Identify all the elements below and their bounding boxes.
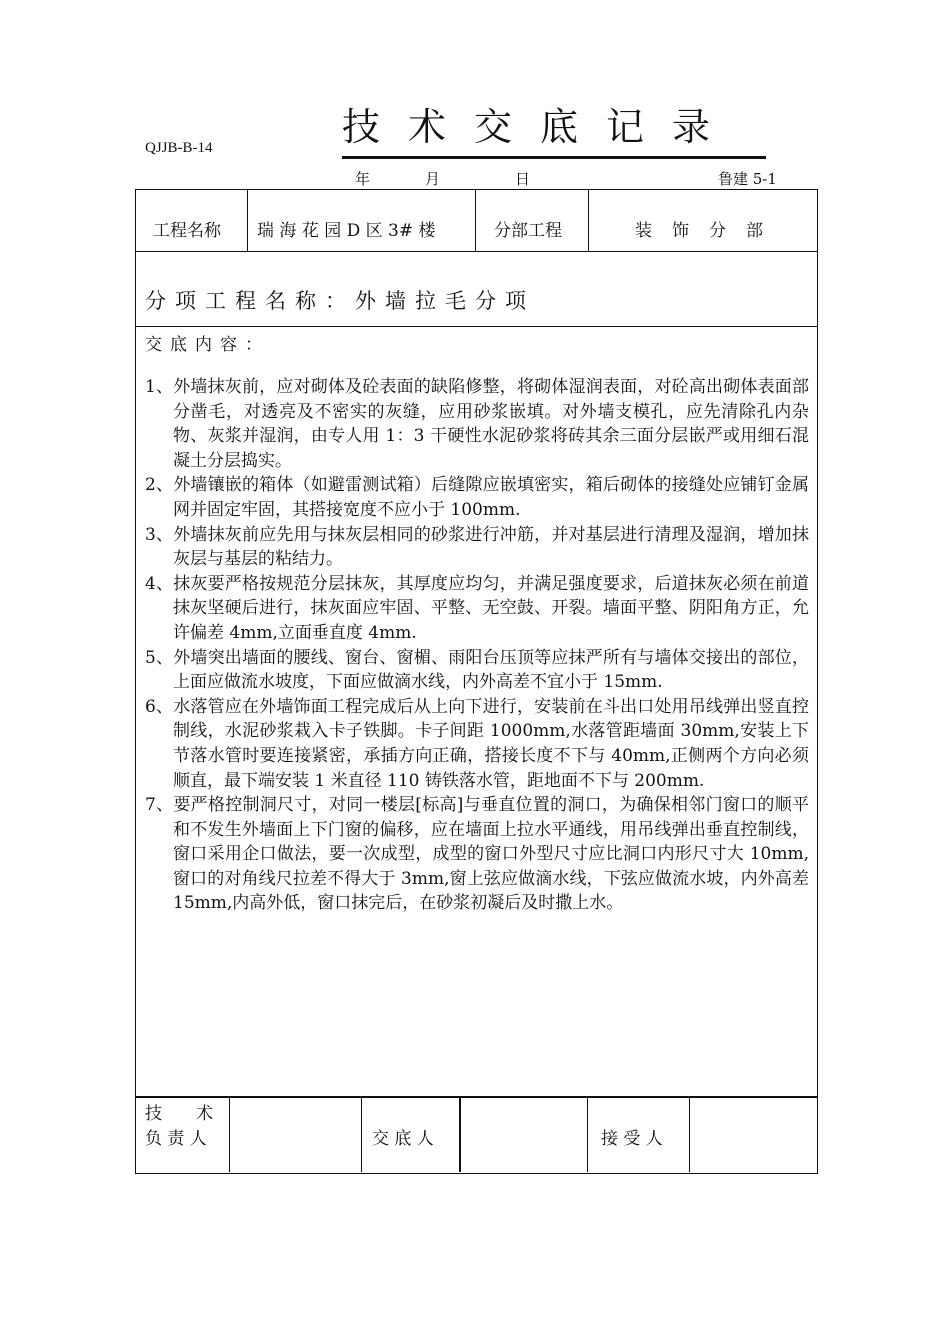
list-item: 3、外墙抹灰前应先用与抹灰层相同的砂浆进行冲筋，并对基层进行清理及湿润，增加抹灰层与基层的粘结力。	[145, 524, 809, 570]
content-label: 交底内容：	[145, 335, 270, 355]
division-label: 分部工程	[494, 221, 562, 241]
date-line	[355, 168, 530, 189]
document-code: 鲁建 5-1	[718, 170, 777, 188]
receiver-label: 接 受 人	[601, 1129, 663, 1149]
date-year-label: 年	[355, 170, 371, 188]
row-divider	[135, 1096, 817, 1098]
column-divider	[475, 189, 476, 251]
column-divider	[588, 189, 589, 251]
list-item: 1、外墙抹灰前，应对砌体及砼表面的缺陷修整，将砌体湿润表面，对砼高出砌体表面部分凿毛，对透亮及不密实的灰缝，应用砂浆嵌填。对外墙支模孔，应先清除孔内杂物、灰浆并湿润，由专人用 1：3 干硬性水泥砂浆将砖其余三面分层嵌严或用细石混凝土分层捣实。	[145, 377, 809, 471]
column-divider	[361, 1096, 362, 1172]
list-item: 7、要严格控制洞尺寸，对同一楼层[标高]与垂直位置的洞口，为确保相邻门窗口的顺平和不发生外墙面上下门窗的偏移，应在墙面上拉水平通线，用吊线弹出垂直控制线，窗口采用企口做法，要一次成型，成型的窗口外型尺寸应比洞口内形尺寸大 10mm,窗口的对角线尺拉差不得大于 3mm,窗上弦应做滴水线，下弦应做流水坡，内外高差 15mm,内高外低，窗口抹完后，在砂浆初凝后及时撒上水。	[145, 795, 809, 914]
column-divider	[229, 1096, 230, 1172]
disclosure-list	[145, 375, 809, 916]
project-name-value: 瑞 海 花 园 D 区 3# 楼	[257, 221, 436, 241]
column-divider	[689, 1096, 690, 1172]
column-divider	[459, 1096, 461, 1172]
list-item: 2、外墙镶嵌的箱体（如避雷测试箱）后缝隙应嵌填密实，箱后砌体的接缝处应铺钉金属网并固定牢固，其搭接宽度不应小于 100mm.	[145, 475, 809, 520]
form-code: QJJB-B-14	[145, 140, 213, 156]
date-day-label: 日	[515, 170, 531, 188]
document-title: 技术交底记录	[342, 105, 739, 149]
list-item: 4、抹灰要严格按规范分层抹灰，其厚度应均匀，并满足强度要求，后道抹灰必须在前道抹灰坚硬后进行，抹灰面应牢固、平整、无空鼓、开裂。墙面平整、阴阳角方正，允许偏差 4mm,立面垂直度 4mm.	[145, 573, 809, 643]
tech-lead-label-line2: 负 责 人	[145, 1129, 207, 1149]
row-divider	[135, 326, 817, 327]
division-value: 装饰分部	[635, 221, 783, 241]
tech-lead-label-line1: 技 术	[145, 1104, 213, 1124]
column-divider	[587, 1096, 588, 1172]
title-underline	[342, 156, 766, 159]
column-divider	[247, 189, 248, 251]
subitem-title: 分项工程名称：外墙拉毛分项	[145, 289, 535, 313]
row-divider	[135, 251, 817, 252]
date-month-label: 月	[425, 170, 441, 188]
list-item: 6、水落管应在外墙饰面工程完成后从上向下进行，安装前在斗出口处用吊线弹出竖直控制线，水泥砂浆栽入卡子铁脚。卡子间距 1000mm,水落管距墙面 30mm,安装上下节落水管时要连接紧密，承插方向正确，搭接长度不下与 40mm,正侧两个方向必须顺直，最下端安装 1 米直径 110 铸铁落水管，距地面不下与 200mm.	[145, 696, 809, 791]
list-item: 5、外墙突出墙面的腰线、窗台、窗楣、雨阳台压顶等应抹严所有与墙体交接出的部位，上面应做流水坡度，下面应做滴水线，内外高差不宜小于 15mm.	[145, 647, 809, 693]
project-name-label: 工程名称	[153, 221, 221, 241]
discloser-label: 交 底 人	[372, 1129, 434, 1149]
